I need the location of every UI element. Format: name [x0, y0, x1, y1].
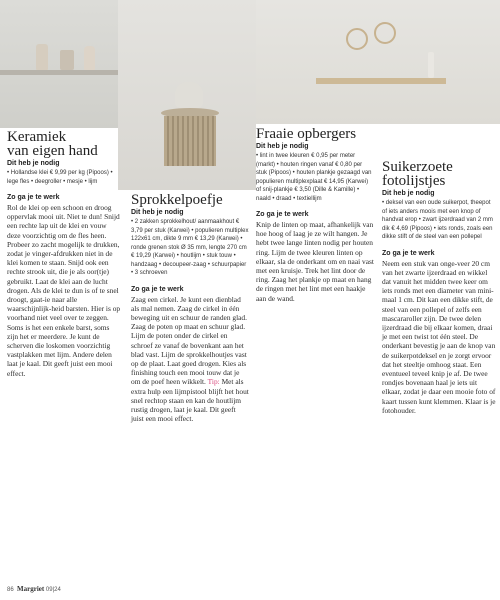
section-title: Fraaie opbergers — [256, 126, 357, 142]
instructions-text: Rol de klei op een schoon en droog oppervlak mooi uit. Niet te dun! Snijd een rechte lap uit de klei en vouw deze voorzichtig om de fles heen. Probeer zo zacht mogelijk te drukken, zodat je vinger-afdrukken niet in de klei komen te staan. Snijd ook een rechte strook uit, die je als oor(tje) gebruikt. Laat de klei aan de lucht drogen. Als de klei te dun is of te snel droogt, gaat-ie naar alle waarschijnlijk-heid barsten. Hier is op voorhand niet veel over te zeggen. Soms is het een enkele barst, soms zijn het er meerdere. Je kunt de scherven die loskomen voorzichtig vastplakken met lijm. Andere delen laat je kaal. Dit geeft juist een mooi effect. — [7, 203, 121, 378]
vase-shape — [60, 50, 74, 70]
jar-shape — [428, 52, 434, 78]
section-title: Sprokkelpoefje — [131, 192, 223, 208]
method-heading: Zo ga je te werk — [131, 285, 184, 293]
magazine-name: Margriet — [17, 585, 45, 593]
materials-list: • lint in twee kleuren € 0,95 per meter (markt) • houten ringen vanaf € 0,80 per stuk (Pipoos) • houten plankje gezaagd van populieren multiplexplaat € 14,95 (Karwei) of snij-plankje € 3,50 (Dille & Kamille) • naald • draad • textiellijm — [256, 153, 372, 202]
issue-number: 09|24 — [45, 587, 61, 593]
wall-organizer-photo — [256, 0, 500, 124]
materials-list: • Hollandse klei € 9,99 per kg (Pipoos) • lege fles • deegroller • mesje • lijm — [7, 170, 113, 185]
page-number: 86 — [7, 587, 14, 593]
materials-list: • 2 zakken sprokkelhout/ aanmaakhout € 3,79 per stuk (Karwei) • populieren multiplex 122x61 cm, dikte 9 mm € 13,29 (Karwei) • ronde grenen stok Ø 35 mm, lengte 270 cm € 19,29 (Karwei) • houtlijm • stuk touw • handzaag • decoupeer-zaag • schuurpapier • 3 schroeven — [131, 219, 249, 276]
column-ceramics — [7, 130, 121, 378]
section-title: Keramiek van eigen hand — [7, 129, 98, 159]
ceramics-photo — [0, 0, 118, 128]
column-organizers — [256, 127, 374, 303]
bowl-shape — [175, 82, 203, 108]
wooden-ring — [346, 28, 368, 50]
tip-text: Met als extra hulp een lijmpistool blijft het hout snel rechtop staan en kan de houtlijm rustig drogen, laat je kaal. Dit geeft juist een mooi effect. — [131, 377, 249, 424]
instructions-text: Knip de linten op maat, afhankelijk van hoe hoog of laag je ze wilt hangen. Je hebt twee lange linten nodig per houten ring. Lijm de twee kleuren linten op elkaar, sla de onderkant om en naai vast met een kruisje. Trek het lint door de ring. Zaag het plankje op maat en hang de ringen met het lint met een haakje aan de wand. — [256, 220, 374, 303]
vase-shape — [36, 44, 48, 70]
instructions-text: Neem een stuk van onge-veer 20 cm van het zwarte ijzerdraad en wikkel dat vanuit het midden twee keer om iets ronds met een diameter van mini-maal 1 cm. Dit kan een dikke stift, de steel van een pollepel of zelfs een mascararoller zijn. De twee delen ijzerdraad die bij elkaar komen, draai je met een twist tot één steel. De onderkant bevestig je aan de knop van de suikerpotdeksel en je zorgt ervoor dat het steeltje omhoog staat. Een eventueel teveel knip je af. De twee rondjes bovenaan haal je iets uit elkaar, zodat je daar een mooie foto of kaart tussen kunt klemmen. Klaar is je fotohouder. — [382, 258, 496, 415]
vase-shape — [84, 46, 95, 70]
column-photo-frames — [382, 160, 496, 415]
section-title: Suikerzoete fotolijstjes — [382, 159, 453, 189]
tip-label: Tip: — [207, 377, 220, 387]
page-footer — [7, 585, 61, 593]
method-heading: Zo ga je te werk — [256, 211, 309, 218]
materials-list: • deksel van een oude suikerpot, theepot of iets anders moois met een knop of handvat erop • zwart ijzerdraad van 2 mm dik € 4,69 (Pipoos) • iets ronds, zoals een dikke stift of de steel van een pollepel — [382, 200, 493, 240]
needs-heading: Dit heb je nodig — [131, 209, 184, 216]
method-heading: Zo ga je te werk — [382, 249, 435, 257]
stool-sticks — [164, 116, 216, 166]
shelf — [0, 70, 118, 75]
column-stool — [131, 193, 249, 423]
wooden-ring — [374, 22, 396, 44]
stool-photo — [118, 0, 256, 190]
wooden-plank — [316, 78, 446, 84]
needs-heading: Dit heb je nodig — [7, 160, 60, 167]
needs-heading: Dit heb je nodig — [256, 143, 309, 150]
instructions-text: Zaag een cirkel. Je kunt een dienblad als mal nemen. Zaag de cirkel in één beweging uit en schuur de randen glad. Zaag de poten op maat en schuur glad. Lijm de poten onder de cirkel en schroef ze vanaf de bovenkant aan het blad vast. Lijm de sprokkelhoutjes vast op de plaat. Laat goed drogen. Kies als finishing touch een mooi touw dat je om de poef heen wikkelt. Tip: Met als extra hulp een lijmpistool blijft het hout snel rechtop staan en kan de houtlijm rustig drogen, laat je kaal. Dit geeft juist een mooi effect. — [131, 294, 249, 424]
needs-heading: Dit heb je nodig — [382, 190, 435, 197]
method-heading: Zo ga je te werk — [7, 194, 60, 201]
